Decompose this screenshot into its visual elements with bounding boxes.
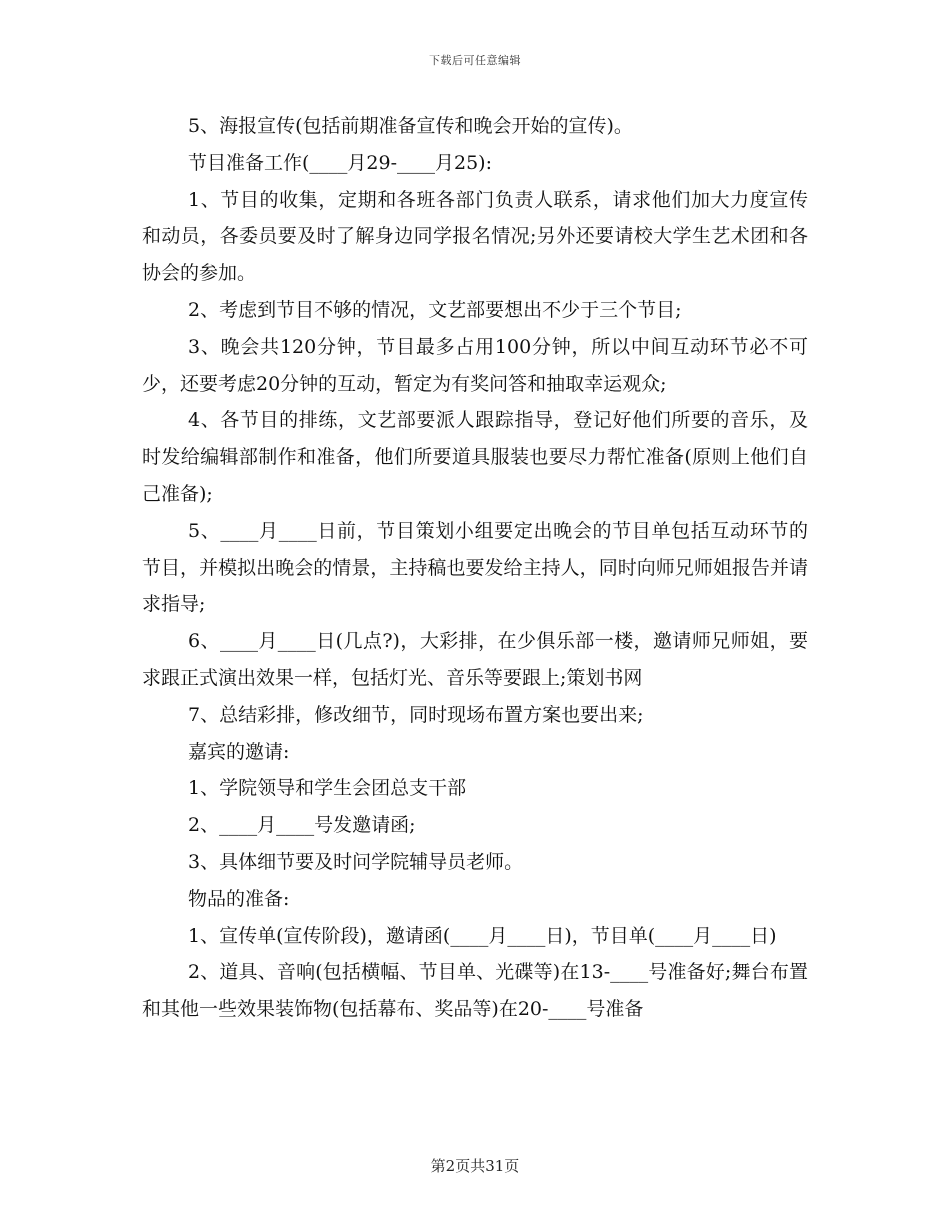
paragraph-insufficient-programs: 2、考虑到节目不够的情况，文艺部要想出不少于三个节目;	[188, 298, 682, 321]
paragraph-flyers-invitations: 1、宣传单(宣传阶段)，邀请函(____月____日)，节目单(____月____日)	[188, 924, 777, 947]
paragraph-dress-rehearsal: 6、____月____日(几点?)，大彩排，在少俱乐部一楼，邀请师兄师姐，要求跟正式演出效果一样，包括灯光、音乐等要跟上;策划书网	[142, 630, 808, 689]
paragraph-invitation-date: 2、____月____号发邀请函;	[188, 814, 416, 837]
paragraph-invitation-details: 3、具体细节要及时问学院辅导员老师。	[188, 850, 524, 873]
section-heading-materials: 物品的准备:	[188, 887, 290, 910]
page-number: 第2页共31页	[430, 1157, 520, 1175]
paragraph-guest-leaders: 1、学院领导和学生会团总支干部	[188, 777, 467, 800]
paragraph-rehearsal-summary: 7、总结彩排，修改细节，同时现场布置方案也要出来;	[188, 703, 644, 726]
paragraph-poster-promotion: 5、海报宣传(包括前期准备宣传和晚会开始的宣传)。	[188, 115, 633, 137]
paragraph-props-sound: 2、道具、音响(包括横幅、节目单、光碟等)在13-____号准备好;舞台布置和其他一些效果装饰物(包括幕布、奖品等)在20-____号准备	[142, 961, 808, 1021]
paragraph-show-duration: 3、晚会共120分钟，节目最多占用100分钟，所以中间互动环节必不可少，还要考虑20分钟的互动，暂定为有奖问答和抽取幸运观众;	[142, 335, 808, 395]
paragraph-rehearsal-guidance: 4、各节目的排练，文艺部要派人跟踪指导，登记好他们所要的音乐，及时发给编辑部制作和准备，他们所要道具服装也要尽力帮忙准备(原则上他们自己准备);	[142, 409, 808, 505]
page-header: 下载后可任意编辑	[429, 54, 521, 67]
section-heading-program-prep: 节目准备工作(____月29-____月25):	[188, 151, 493, 174]
paragraph-program-list: 5、____月____日前，节目策划小组要定出晚会的节目单包括互动环节的节目，并模拟出晚会的情景，主持稿也要发给主持人，同时向师兄师姐报告并请求指导;	[142, 519, 808, 616]
paragraph-program-collection: 1、节目的收集，定期和各班各部门负责人联系，请求他们加大力度宣传和动员，各委员要及时了解身边同学报名情况;另外还要请校大学生艺术团和各协会的参加。	[142, 188, 808, 285]
document-body	[142, 108, 808, 1028]
section-heading-guest-invitation: 嘉宾的邀请:	[188, 740, 290, 763]
